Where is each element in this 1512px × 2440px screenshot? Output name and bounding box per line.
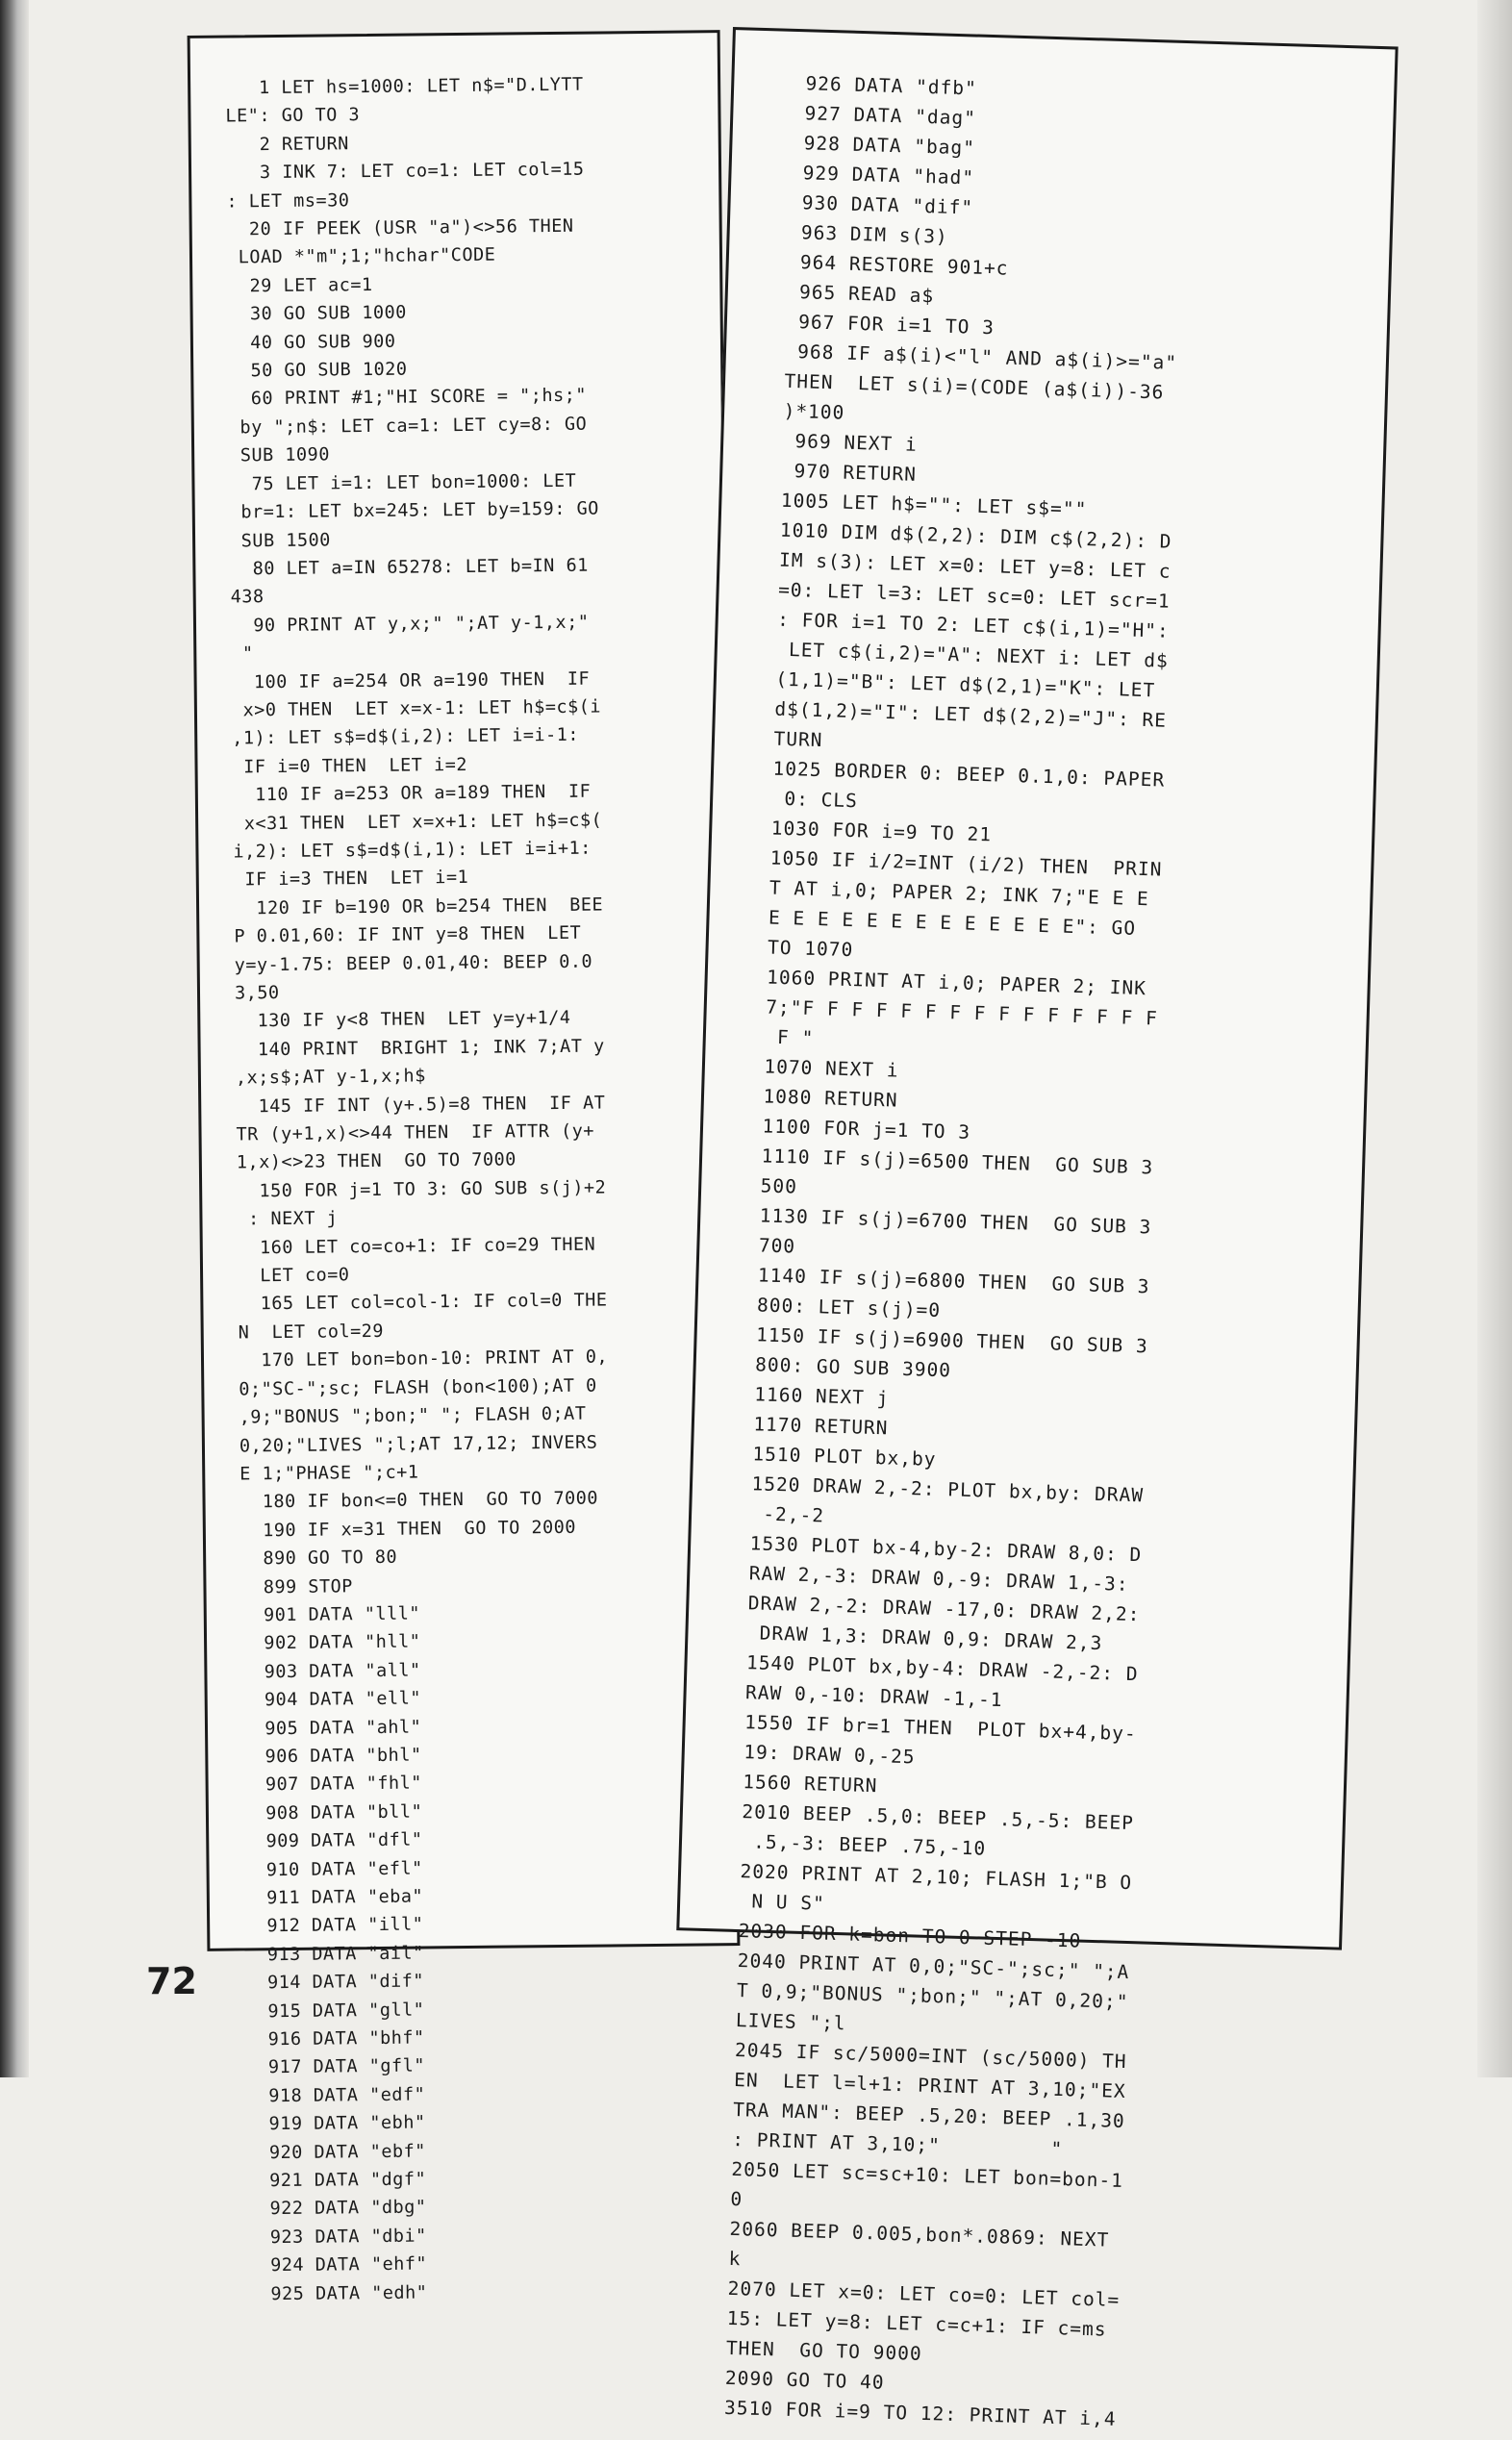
code-line: 1005 LET h$="": LET s$="" — [756, 488, 1088, 521]
code-line: RAW 2,-3: DRAW 0,-9: DRAW 1,-3: — [723, 1561, 1129, 1596]
code-line: =0: LET l=3: LET sc=0: LET scr=1 — [753, 577, 1171, 613]
code-line: 1100 FOR j=1 TO 3 — [737, 1114, 971, 1144]
code-line: 914 DATA "dif" — [244, 1971, 425, 1994]
code-line: N U S" — [714, 1889, 826, 1915]
code-line: 1550 IF br=1 THEN PLOT bx+4,by- — [719, 1710, 1138, 1746]
code-line: LOAD *"m";1;"hchar"CODE — [226, 245, 496, 268]
page-number: 72 — [146, 1960, 197, 2002]
code-line: 925 DATA "edh" — [248, 2282, 428, 2305]
code-line: 0: CLS — [746, 786, 859, 813]
code-line: 150 FOR j=1 TO 3: GO SUB s(j)+2 — [237, 1177, 607, 1202]
code-line: T 0,9;"BONUS ";bon;" ";AT 0,20;" — [712, 1978, 1129, 2014]
code-line: 15: LET y=8: LET c=c+1: IF c=ms — [701, 2306, 1107, 2341]
code-line: : PRINT AT 3,10;" " — [707, 2127, 1064, 2161]
code-line: 0;"SC-";sc; FLASH (bon<100);AT 0 — [239, 1375, 597, 1400]
code-line: LIVES ";l — [711, 2008, 846, 2035]
code-line: 438 — [230, 587, 265, 608]
code-line: 1,x)<>23 THEN GO TO 7000 — [236, 1149, 517, 1173]
code-line: 1060 PRINT AT i,0; PAPER 2; INK — [742, 965, 1147, 1000]
code-line: 40 GO SUB 900 — [227, 331, 396, 354]
code-line: 19: DRAW 0,-25 — [718, 1740, 916, 1769]
code-line: 910 DATA "efl" — [243, 1858, 423, 1881]
code-line: TRA MAN": BEEP .5,20: BEEP .1,30 — [708, 2098, 1126, 2133]
code-line: 1540 PLOT bx,by-4: DRAW -2,-2: D — [721, 1650, 1139, 1686]
code-line: 1110 IF s(j)=6500 THEN GO SUB 3 — [736, 1144, 1154, 1179]
code-line: 0 — [705, 2187, 743, 2211]
code-line: 700 — [734, 1233, 796, 1258]
code-line: 906 DATA "bhl" — [242, 1745, 422, 1768]
code-line: 901 DATA "lll" — [240, 1603, 421, 1626]
code-line: IF i=3 THEN LET i=1 — [233, 868, 469, 891]
code-line: 905 DATA "ahl" — [241, 1717, 422, 1740]
code-line: 1025 BORDER 0: BEEP 0.1,0: PAPER — [747, 756, 1166, 792]
code-line: 903 DATA "all" — [241, 1660, 421, 1683]
code-line: 800: GO SUB 3900 — [730, 1352, 952, 1382]
code-line: 2060 BEEP 0.005,bon*.0869: NEXT — [704, 2217, 1110, 2251]
code-line: LET co=0 — [237, 1265, 350, 1287]
code-line: " — [231, 643, 254, 665]
code-line: 1530 PLOT bx-4,by-2: DRAW 8,0: D — [724, 1531, 1143, 1567]
code-line: 904 DATA "ell" — [241, 1688, 422, 1711]
code-line: 50 GO SUB 1020 — [228, 359, 408, 382]
code-line: 908 DATA "bll" — [242, 1801, 423, 1824]
code-line: 928 DATA "bag" — [767, 131, 976, 160]
listing-panel-right — [676, 27, 1398, 2430]
code-line: d$(1,2)="I": LET d$(2,2)="J": RE — [749, 696, 1168, 732]
code-line: 921 DATA "dgf" — [246, 2169, 427, 2192]
code-line: 963 DIM s(3) — [764, 220, 949, 248]
code-line: 3,50 — [234, 983, 280, 1004]
code-line: 1130 IF s(j)=6700 THEN GO SUB 3 — [735, 1203, 1152, 1239]
code-line: 1170 RETURN — [728, 1412, 889, 1440]
code-line: 1050 IF i/2=INT (i/2) THEN PRIN — [745, 845, 1163, 881]
code-line: 1080 RETURN — [738, 1084, 898, 1112]
code-line: 917 DATA "gfl" — [245, 2055, 426, 2078]
code-line: SUB 1500 — [229, 529, 331, 552]
code-line: THEN GO TO 9000 — [701, 2336, 922, 2365]
code-line: ,9;"BONUS ";bon;" "; FLASH 0;AT — [239, 1403, 587, 1428]
code-line: 2030 FOR k=bon TO 0 STEP -10 — [713, 1919, 1082, 1952]
code-line: 2050 LET sc=sc+10: LET bon=bon-1 — [706, 2157, 1124, 2193]
code-line: x>0 THEN LET x=x-1: LET h$=c$(i — [231, 696, 602, 721]
code-line: 907 DATA "fhl" — [242, 1773, 422, 1796]
code-line: P 0.01,60: IF INT y=8 THEN LET — [234, 922, 582, 947]
code-line: 923 DATA "dbi" — [247, 2226, 427, 2249]
code-line: 927 DATA "dag" — [768, 101, 977, 130]
code-line: 1520 DRAW 2,-2: PLOT bx,by: DRAW — [726, 1472, 1145, 1507]
code-line: 7;"F F F F F F F F F F F F F F F — [741, 994, 1159, 1030]
code-line: : NEXT j — [237, 1208, 339, 1230]
code-line: 912 DATA "ill" — [244, 1914, 424, 1937]
code-line: 968 IF a$(i)<"l" AND a$(i)>="a" — [760, 340, 1178, 374]
code-line: 60 PRINT #1;"HI SCORE = ";hs;" — [228, 386, 588, 410]
code-line: 165 LET col=col-1: IF col=0 THE — [238, 1290, 608, 1315]
code-line: THEN LET s(i)=(CODE (a$(i))-36 — [759, 369, 1165, 404]
code-line: 180 IF bon<=0 THEN GO TO 7000 — [239, 1488, 599, 1513]
code-line: 1560 RETURN — [718, 1770, 878, 1798]
code-line: )*100 — [758, 398, 845, 424]
code-line: 969 NEXT i — [757, 428, 919, 456]
code-line: IM s(3): LET x=0: LET y=8: LET c — [754, 547, 1172, 583]
code-line: 130 IF y<8 THEN LET y=y+1/4 — [235, 1008, 571, 1032]
code-line: 970 RETURN — [757, 458, 918, 486]
code-line: 913 DATA "ail" — [244, 1943, 424, 1966]
code-line: 100 IF a=254 OR a=190 THEN IF — [231, 668, 591, 693]
code-line: 29 LET ac=1 — [227, 274, 373, 297]
code-line: DRAW 1,3: DRAW 0,9: DRAW 2,3 — [722, 1621, 1103, 1655]
code-line: 30 GO SUB 1000 — [227, 302, 407, 325]
code-line: 916 DATA "bhf" — [245, 2027, 425, 2050]
code-line: 2020 PRINT AT 2,10; FLASH 1;"B O — [715, 1859, 1133, 1895]
code-line: 922 DATA "dbg" — [247, 2197, 427, 2220]
code-line: -2,-2 — [725, 1501, 825, 1527]
code-line: 20 IF PEEK (USR "a")<>56 THEN — [226, 215, 574, 240]
code-line: TR (y+1,x)<>44 THEN IF ATTR (y+ — [236, 1120, 595, 1145]
code-line: 80 LET a=IN 65278: LET b=IN 61 — [230, 555, 589, 580]
code-line: (1,1)="B": LET d$(2,1)="K": LET — [750, 667, 1156, 702]
code-line: : LET ms=30 — [226, 189, 350, 213]
code-line: 170 LET bon=bon-10: PRINT AT 0, — [238, 1346, 609, 1371]
code-line: 120 IF b=190 OR b=254 THEN BEE — [233, 894, 604, 919]
code-line: 2070 LET x=0: LET co=0: LET col= — [702, 2276, 1121, 2311]
code-line: F " — [740, 1024, 815, 1049]
code-line: k — [703, 2247, 742, 2271]
code-line: ,1): LET s$=d$(i,2): LET i=i-1: — [232, 725, 580, 749]
code-line: LE": GO TO 3 — [225, 105, 361, 127]
page-edge-shadow — [1477, 0, 1512, 2077]
code-line: SUB 1090 — [229, 444, 331, 466]
code-line: 3510 FOR i=9 TO 12: PRINT AT i,4 — [699, 2396, 1117, 2430]
code-line: : FOR i=1 TO 2: LET c$(i,1)="H": — [752, 607, 1171, 642]
code-line: 2010 BEEP .5,0: BEEP .5,-5: BEEP — [717, 1799, 1135, 1835]
code-line: 1 LET hs=1000: LET n$="D.LYTT — [225, 74, 584, 99]
code-line: 500 — [735, 1173, 798, 1198]
code-line: TO 1070 — [743, 935, 854, 962]
program-listing-left — [225, 69, 719, 2308]
code-line: E 1;"PHASE ";c+1 — [239, 1462, 419, 1485]
code-line: x<31 THEN LET x=x+1: LET h$=c$( — [233, 810, 603, 835]
code-line: 1010 DIM d$(2,2): DIM c$(2,2): D — [755, 517, 1172, 553]
code-line: i,2): LET s$=d$(i,1): LET i=i+1: — [233, 838, 592, 863]
code-line: 964 RESTORE 901+c — [763, 250, 1009, 280]
code-line: 1150 IF s(j)=6900 THEN GO SUB 3 — [731, 1322, 1149, 1358]
code-line: 965 READ a$ — [762, 280, 935, 308]
code-line: 2090 GO TO 40 — [700, 2366, 885, 2394]
code-line: 2 RETURN — [225, 134, 349, 156]
code-line: RAW 0,-10: DRAW -1,-1 — [720, 1680, 1003, 1712]
code-line: 926 DATA "dfb" — [768, 71, 978, 100]
code-line: 0,20;"LIVES ";l;AT 17,12; INVERS — [239, 1432, 598, 1456]
code-line: 1070 NEXT i — [739, 1054, 899, 1082]
code-line: 909 DATA "dfl" — [243, 1829, 423, 1852]
code-line: 75 LET i=1: LET bon=1000: LET — [229, 470, 577, 495]
program-listing-right — [699, 67, 1373, 2440]
listing-panel-left — [188, 30, 741, 2305]
code-line: 1510 PLOT bx,by — [727, 1442, 937, 1471]
code-line: y=y-1.75: BEEP 0.01,40: BEEP 0.0 — [234, 951, 593, 976]
code-line: 140 PRINT BRIGHT 1; INK 7;AT y — [235, 1036, 605, 1061]
code-line: LET c$(i,2)="A": NEXT i: LET d$ — [751, 637, 1170, 672]
code-line: 90 PRINT AT y,x;" ";AT y-1,x;" — [230, 612, 590, 637]
code-line: 2045 IF sc/5000=INT (sc/5000) TH — [710, 2038, 1127, 2074]
code-line: 145 IF INT (y+.5)=8 THEN IF AT — [236, 1093, 606, 1118]
code-line: IF i=0 THEN LET i=2 — [232, 754, 468, 778]
code-line: DRAW 2,-2: DRAW -17,0: DRAW 2,2: — [723, 1591, 1141, 1626]
code-line: 902 DATA "hll" — [240, 1631, 421, 1654]
code-line: N LET col=29 — [238, 1321, 385, 1344]
book-spine-shadow — [0, 0, 29, 2077]
code-line: br=1: LET bx=245: LET by=159: GO — [229, 498, 599, 523]
code-line: 1140 IF s(j)=6800 THEN GO SUB 3 — [733, 1263, 1150, 1298]
code-line: 1030 FOR i=9 TO 21 — [745, 816, 993, 846]
code-line: 110 IF a=253 OR a=189 THEN IF — [232, 781, 592, 806]
code-line: E E E E E E E E E E E E E": GO — [743, 905, 1137, 940]
code-line: EN LET l=l+1: PRINT AT 3,10;"EX — [709, 2068, 1127, 2103]
code-line: 918 DATA "edf" — [245, 2084, 426, 2107]
code-line: 967 FOR i=1 TO 3 — [761, 310, 995, 340]
code-line: by ";n$: LET ca=1: LET cy=8: GO — [228, 414, 588, 439]
code-line: T AT i,0; PAPER 2; INK 7;"E E E — [744, 875, 1150, 911]
code-line: 1160 NEXT j — [729, 1382, 890, 1410]
code-line: 919 DATA "ebh" — [246, 2112, 426, 2135]
code-line: 915 DATA "gll" — [244, 2000, 425, 2023]
code-line: ,x;s$;AT y-1,x;h$ — [235, 1066, 426, 1089]
code-line: 3 INK 7: LET co=1: LET col=15 — [225, 159, 585, 184]
code-line: 911 DATA "eba" — [243, 1886, 424, 1909]
code-line: 160 LET co=co+1: IF co=29 THEN — [237, 1234, 596, 1259]
code-line: TURN — [748, 726, 823, 752]
code-line: 2040 PRINT AT 0,0;"SC-";sc;" ";A — [713, 1949, 1130, 1984]
code-line: 924 DATA "ehf" — [247, 2253, 428, 2276]
code-line: 800: LET s(j)=0 — [732, 1293, 942, 1321]
code-line: 890 GO TO 80 — [240, 1547, 398, 1570]
code-line: 899 STOP — [240, 1575, 353, 1597]
code-line: 929 DATA "had" — [766, 161, 975, 189]
code-line: 930 DATA "dif" — [765, 190, 974, 219]
code-line: 190 IF x=31 THEN GO TO 2000 — [239, 1517, 577, 1542]
code-line: .5,-3: BEEP .75,-10 — [716, 1829, 987, 1860]
code-line: 920 DATA "ebf" — [246, 2141, 426, 2164]
